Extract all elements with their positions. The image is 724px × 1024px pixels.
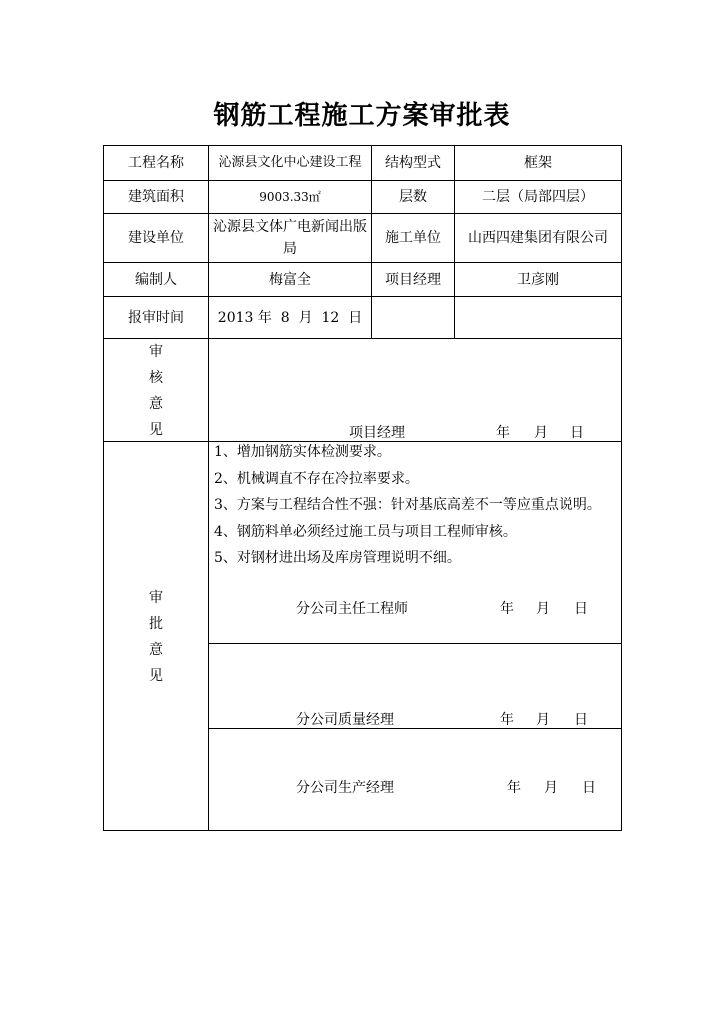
page-title: 钢筋工程施工方案审批表 [213, 101, 511, 131]
column-divider [208, 145, 209, 831]
approval-opinion-item: 4、钢筋料单必须经过施工员与项目工程师审核。 [214, 524, 517, 540]
approval-opinion-item: 1、增加钢筋实体检测要求。 [214, 444, 391, 460]
approval-opinion-item: 5、对钢材进出场及库房管理说明不细。 [214, 550, 461, 566]
value-contractor: 山西四建集团有限公司 [468, 230, 608, 246]
value-floors: 二层（局部四层） [482, 189, 594, 205]
label-building-area: 建筑面积 [128, 189, 184, 205]
value-building-area: 9003.33㎡ [259, 190, 321, 204]
value-submit-date: 2013 年 8 月 12 日 [217, 309, 363, 326]
value-project-manager: 卫彦刚 [517, 271, 559, 288]
approval-opinion-label [104, 585, 208, 689]
approval-opinion-item: 2、机械调直不存在冷拉率要求。 [214, 471, 419, 487]
approval-char: 意 [149, 642, 163, 658]
signer-quality-manager: 分公司质量经理 [296, 712, 394, 728]
value-project-name: 沁源县文化中心建设工程 [218, 155, 362, 170]
label-structure-type: 结构型式 [385, 155, 441, 171]
review-char: 见 [149, 422, 163, 438]
approval-char: 见 [149, 668, 163, 684]
row-divider [208, 643, 622, 644]
signer-day: 日 [574, 601, 588, 617]
label-project-name: 工程名称 [128, 155, 184, 171]
approval-char: 批 [149, 616, 163, 632]
value-owner: 沁源县文体广电新闻出版局 [213, 219, 367, 257]
signer-day: 日 [574, 712, 588, 728]
signer-month: 月 [536, 601, 550, 617]
signer-month: 月 [536, 712, 550, 728]
signer-day: 日 [582, 780, 596, 796]
signer-production-manager: 分公司生产经理 [296, 780, 394, 796]
signer-year: 年 [507, 780, 521, 796]
label-owner: 建设单位 [128, 230, 184, 246]
empty-cell [372, 297, 454, 338]
approval-opinion-item: 3、方案与工程结合性不强：针对基底高差不一等应重点说明。 [214, 497, 601, 513]
review-opinion-label [104, 339, 208, 443]
signer-year: 年 [500, 601, 514, 617]
label-author: 编制人 [135, 271, 177, 288]
review-day: 日 [570, 425, 584, 441]
review-char: 审 [149, 344, 163, 360]
signer-chief-engineer: 分公司主任工程师 [296, 601, 408, 617]
review-char: 核 [149, 370, 163, 386]
label-contractor: 施工单位 [385, 230, 441, 246]
review-char: 意 [149, 396, 163, 412]
label-project-manager: 项目经理 [385, 271, 441, 288]
signer-year: 年 [500, 712, 514, 728]
label-submit-date: 报审时间 [128, 309, 184, 326]
review-signer: 项目经理 [349, 425, 405, 441]
approval-char: 审 [149, 590, 163, 606]
empty-cell [455, 297, 621, 338]
review-month: 月 [534, 425, 548, 441]
signer-month: 月 [544, 780, 558, 796]
row-divider [208, 728, 622, 729]
value-structure-type: 框架 [524, 155, 552, 171]
value-author: 梅富全 [269, 271, 311, 288]
review-year: 年 [496, 425, 510, 441]
label-floors: 层数 [399, 189, 427, 205]
